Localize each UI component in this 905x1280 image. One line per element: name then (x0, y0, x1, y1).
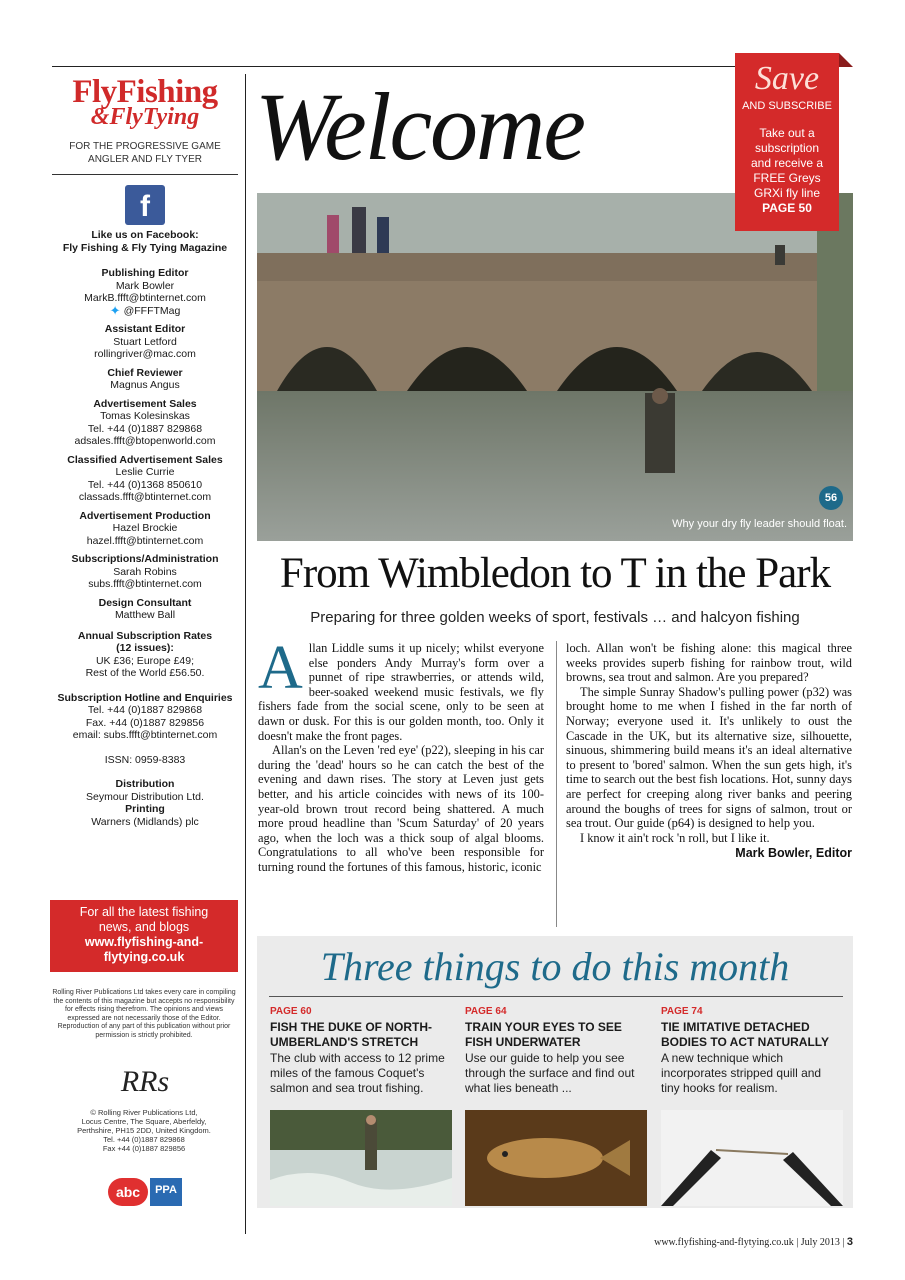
page-badge[interactable]: 56 (819, 486, 843, 510)
abc-logo: abc (108, 1178, 148, 1206)
advertisement-production: Advertisement Production Hazel Brockie hazel.ffft@btinternet.com (52, 510, 238, 548)
ppa-logo: PPA (150, 1178, 182, 1206)
article-standfirst: Preparing for three golden weeks of sport, festivals … and halcyon fishing (310, 609, 800, 626)
column-rule (245, 74, 246, 1234)
publisher-logo: RRs (120, 1065, 170, 1098)
advertisement-sales: Advertisement Sales Tomas Kolesinskas Tel. +44 (0)1887 829868 adsales.ffft@btopenworld.com (52, 398, 238, 448)
card-title: TRAIN YOUR EYES TO SEE FISH UNDERWATER (465, 1020, 622, 1049)
fly-tying-vice-illustration (661, 1110, 843, 1206)
card-title: TIE IMITATIVE DETACHED BODIES TO ACT NATURALLY (661, 1020, 830, 1049)
chief-reviewer: Chief Reviewer Magnus Angus (107, 366, 183, 391)
card-photo[interactable] (465, 1110, 647, 1206)
feature-card[interactable] (661, 1006, 843, 1096)
bridge-river-illustration (257, 193, 853, 541)
card-title: FISH THE DUKE OF NORTH-UMBERLAND'S STRETCH (270, 1020, 432, 1049)
disclaimer: Rolling River Publications Ltd takes every care in compiling the contents of this magazine but accepts no responsibility for effects rising therefrom. The opinions and views expressed are not necessarily those of the Editor. Reproduction of any part of this publication without prior permission is strictly prohibited. (52, 989, 236, 1039)
top-rule (52, 66, 850, 67)
email-link[interactable]: email: subs.ffft@btinternet.com (72, 729, 218, 741)
subscriptions-admin: Subscriptions/Administration Sarah Robins subs.ffft@btinternet.com (52, 553, 238, 591)
divider (52, 174, 238, 175)
website-promo[interactable]: For all the latest fishing news, and blogs www.flyfishing-and- flytying.co.uk (50, 900, 238, 972)
promo-fold-corner (839, 53, 853, 67)
subscribe-promo[interactable]: Save AND SUBSCRIBE Take out a subscription and receive a FREE Greys GRXi fly line PAGE 50 (735, 53, 839, 231)
editor-signature: Mark Bowler, Editor (735, 846, 852, 861)
three-things-panel (257, 936, 853, 1208)
hero-photo[interactable] (257, 193, 853, 541)
facebook-promo[interactable]: Like us on Facebook: Fly Fishing & Fly Tying Magazine (62, 229, 228, 254)
email-link[interactable]: hazel.ffft@btinternet.com (86, 534, 204, 547)
masthead-sidebar (52, 76, 238, 828)
divider (269, 996, 843, 997)
assistant-editor: Assistant Editor Stuart Letford rollingriver@mac.com (52, 323, 238, 361)
footer-text: www.flyfishing-and-flytying.co.uk | July 2013 | (654, 1237, 845, 1248)
publisher-address: © Rolling River Publications Ltd, Locus Centre, The Square, Aberfeldy, Perthshire, PH15 2DD, United Kingdom. Tel. +44 (0)1887 829868 Fax +44 (0)1887 829856 (77, 1108, 211, 1153)
magazine-logo[interactable]: FlyFishing (72, 74, 218, 110)
card-photo[interactable] (270, 1110, 452, 1206)
page-footer (600, 1236, 853, 1248)
card-description: A new technique which incorporates stripped quill and tiny hooks for realism. (661, 1051, 822, 1095)
paragraph: Allan's on the Leven 'red eye' (p22), sleeping in his car during the 'dead' hours so he can catch the best of the evening and dawn rises. The story at Leven just gets better, and his article coincides with news of its 100-year-old brown trout record being shattered. A much more proud headline than 'Scum Saturday' of 20 years ago, when the loch was a thick soup of algal blooms. Congratulations to all who've been responsible for turning round the fortunes of this famous, historic, iconic (258, 743, 544, 874)
card-page: PAGE 64 (465, 1006, 507, 1017)
tagline: FOR THE PROGRESSIVE GAME ANGLER AND FLY TYER (69, 141, 221, 165)
panel-title: Three things to do this month (320, 944, 790, 989)
email-link[interactable]: MarkB.ffft@btinternet.com (84, 292, 206, 304)
email-link[interactable]: classads.ffft@btinternet.com (78, 491, 212, 503)
email-link[interactable]: rollingriver@mac.com (94, 348, 196, 360)
column-divider (556, 641, 557, 927)
staff-list (52, 267, 238, 622)
paragraph: I know it ain't rock 'n roll, but I like it. (580, 830, 770, 845)
paragraph: The simple Sunray Shadow's pulling power (p32) was brought home to me when I fished in the far north of Norway; everyone used it. It's unlikely to oust the Cascade in the UK, but its alternative size, silhouette, sinuous, shimmering build means it's an ideal alternative to present to 'bored' salmon. When the sun gets high, it's time to search out the best fish locations. Hot, sunny days are perfect for creeping along river banks and peering around the boughs of trees for signs of salmon, trout or sea trout. Our guide (p64) is designed to help you. (566, 684, 852, 831)
card-page: PAGE 74 (661, 1006, 703, 1017)
classified-sales: Classified Advertisement Sales Leslie Currie Tel. +44 (0)1368 850610 classads.ffft@btinternet.com (52, 454, 238, 504)
article-headline: From Wimbledon to T in the Park (279, 550, 831, 597)
card-page: PAGE 60 (270, 1006, 312, 1017)
paragraph: Allan Liddle sums it up nicely; whilst everyone else ponders Andy Murray's form over a punnet of ripe strawberries, or attends wild, beer-soaked weekend music festivals, we fly fishers fade from the social scene, only to be seen at dawn or dusk. For this is our golden month, too. Only it doesn't make the front pages. (258, 634, 544, 743)
magazine-logo-sub[interactable]: &FlyTying (90, 104, 200, 130)
page-title: Welcome (255, 73, 584, 180)
email-link[interactable]: subs.ffft@btinternet.com (88, 578, 202, 590)
email-link[interactable]: adsales.ffft@btopenworld.com (74, 435, 216, 447)
twitter-icon: ✦ (109, 302, 121, 318)
article-column-2 (566, 641, 852, 861)
publishing-editor: Publishing Editor Mark Bowler MarkB.ffft@btinternet.com ✦ @FFFTMag (52, 267, 238, 317)
subscription-rates: Annual Subscription Rates (12 issues): UK £36; Europe £49; Rest of the World £56.50. (77, 629, 213, 679)
website-link[interactable]: www.flyfishing-and- (84, 935, 204, 949)
paragraph: loch. Allan won't be fishing alone: this magical three weeks provides superb fishing for rainbow trout, wild browns, sea trout and salmon. Are you prepared? (566, 641, 852, 685)
subscription-hotline: Subscription Hotline and Enquiries Tel. +44 (0)1887 829868 Fax. +44 (0)1887 829856 email: subs.ffft@btinternet.com (52, 692, 238, 742)
article-column-1 (258, 634, 544, 875)
issn: ISSN: 0959-8383 (104, 753, 186, 766)
angler-river-illustration (270, 1110, 452, 1206)
feature-card[interactable] (465, 1006, 647, 1096)
trout-underwater-illustration (465, 1110, 647, 1206)
design-consultant: Design Consultant Matthew Ball (98, 596, 192, 621)
feature-card[interactable] (270, 1006, 452, 1096)
twitter-link[interactable]: ✦ @FFFTMag (109, 302, 181, 318)
distribution: Distribution Seymour Distribution Ltd. Printing Warners (Midlands) plc (86, 778, 204, 828)
page-number: 3 (846, 1236, 853, 1248)
card-photo[interactable] (661, 1110, 843, 1206)
drop-cap: A (258, 634, 303, 702)
photo-caption: Why your dry fly leader should float. (672, 518, 847, 530)
facebook-icon[interactable]: f (125, 185, 165, 225)
card-description: Use our guide to help you see through the surface and find out what lies beneath ... (465, 1051, 635, 1095)
card-description: The club with access to 12 prime miles of the famous Coquet's salmon and sea trout fishing. (270, 1051, 445, 1095)
